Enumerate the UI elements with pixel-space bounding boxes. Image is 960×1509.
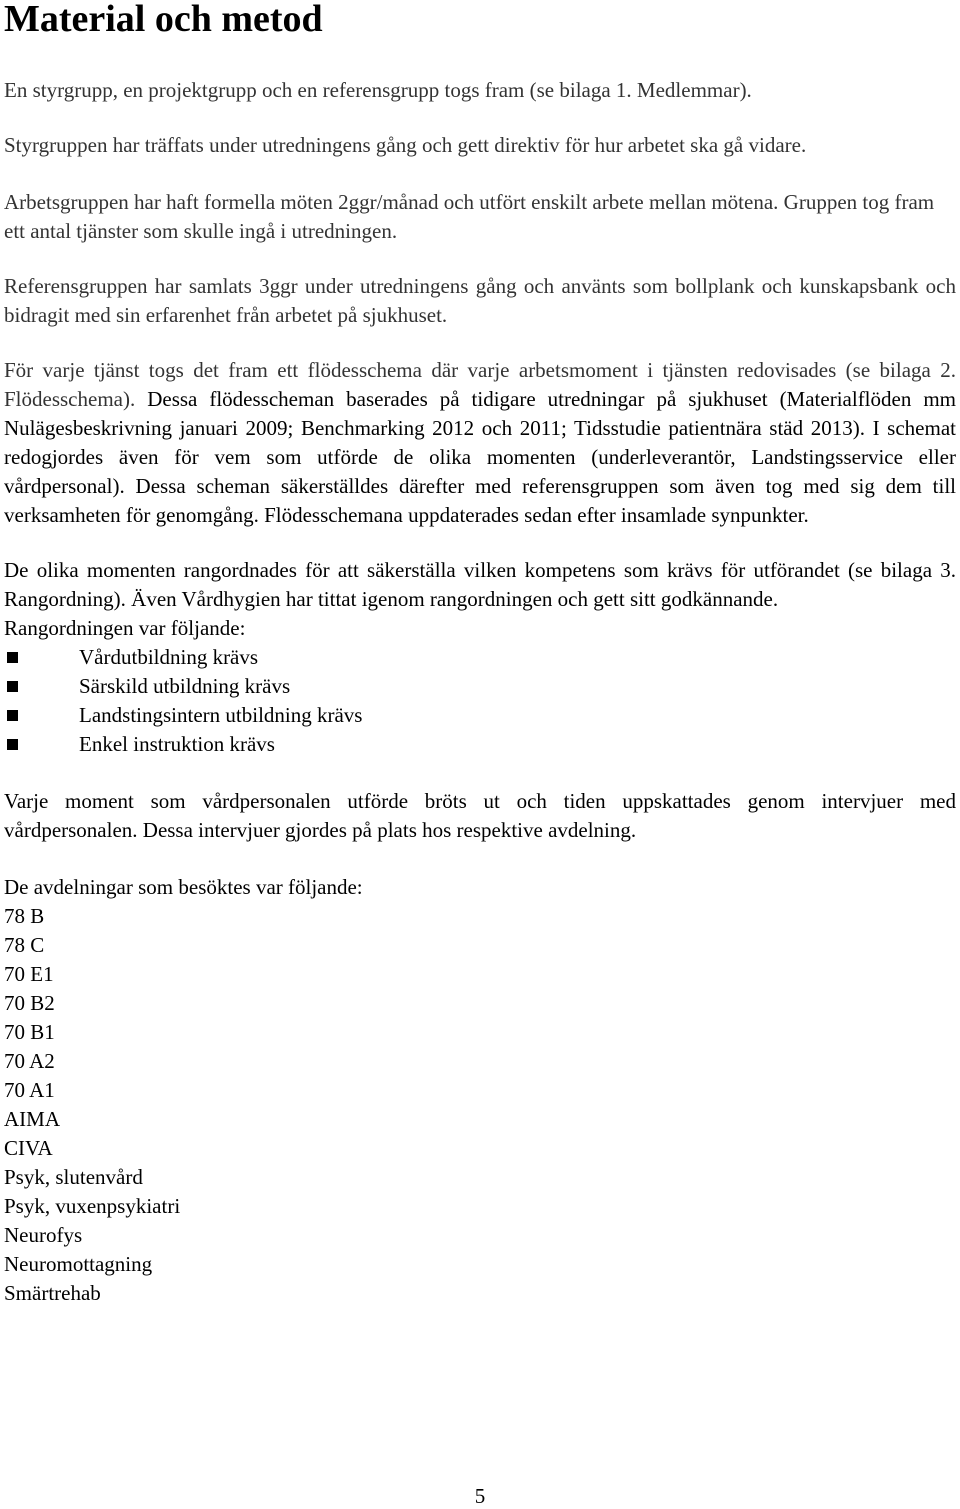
page-number: 5 xyxy=(474,1484,486,1508)
departments-list xyxy=(4,902,956,1308)
ranking-item-label: Särskild utbildning krävs xyxy=(79,674,291,698)
list-item: Psyk, vuxenpsykiatri xyxy=(4,1194,181,1218)
flowchart-text-black: Dessa flödesscheman baserades på tidigare utredningar på sjukhuset (Materialflöden mm Nulägesbeskrivning januari 2009; Benchmarking 2012 och 2011; Tidsstudie patientnära städ 2013). I schemat redogjordes även för vem som utförde de olika momenten (underleverantör, Landstingsservice eller vårdpersonal). Dessa scheman säkerställdes därefter med referensgruppen som även tog med sig dem till verksamheten för genomgång. Flödesschemana uppdaterades sedan efter insamlade synpunkter. xyxy=(4,387,956,527)
list-item: 70 A1 xyxy=(4,1078,55,1102)
list-item xyxy=(4,701,956,730)
list-item: Smärtrehab xyxy=(4,1281,101,1305)
paragraph-working-group: Arbetsgruppen har haft formella möten 2ggr/månad och utfört enskilt arbete mellan mötena. Gruppen tog fram ett antal tjänster som skulle ingå i utredningen. xyxy=(4,190,935,243)
list-item: Psyk, slutenvård xyxy=(4,1165,143,1189)
list-item xyxy=(4,643,956,672)
flowchart-text-gray: För varje tjänst togs det fram ett flödesschema där varje arbetsmoment i tjänsten redovisades (se bilaga 2. Flödesschema). xyxy=(4,358,956,411)
paragraph-groups: En styrgrupp, en projektgrupp och en referensgrupp togs fram (se bilaga 1. Medlemmar). xyxy=(4,78,752,102)
bullet-square-icon xyxy=(7,652,18,663)
section-heading: Material och metod xyxy=(4,0,323,40)
list-item: Neurofys xyxy=(4,1223,83,1247)
list-item: 70 B2 xyxy=(4,991,55,1015)
list-item: 78 C xyxy=(4,933,45,957)
paragraph-interviews: Varje moment som vårdpersonalen utförde bröts ut och tiden uppskattades genom intervjuer med vårdpersonalen. Dessa intervjuer gjordes på plats hos respektive avdelning. xyxy=(4,789,956,842)
paragraph-reference-group: Referensgruppen har samlats 3ggr under utredningens gång och använts som bollplank och kunskapsbank och bidragit med sin erfarenhet från arbetet på sjukhuset. xyxy=(4,274,956,327)
bullet-square-icon xyxy=(7,710,18,721)
list-item xyxy=(4,730,956,759)
bullet-square-icon xyxy=(7,681,18,692)
list-item xyxy=(4,672,956,701)
ranking-item-label: Vårdutbildning krävs xyxy=(79,645,259,669)
list-item: Neuromottagning xyxy=(4,1252,153,1276)
bullet-square-icon xyxy=(7,739,18,750)
paragraph-ranking: De olika momenten rangordnades för att säkerställa vilken kompetens som krävs för utförandet (se bilaga 3. Rangordning). Även Vårdhygien har tittat igenom rangordningen och gett sitt godkännande. xyxy=(4,558,956,611)
list-item: 70 A2 xyxy=(4,1049,55,1073)
list-item: AIMA xyxy=(4,1107,60,1131)
ranking-item-label: Enkel instruktion krävs xyxy=(79,732,275,756)
list-item: CIVA xyxy=(4,1136,53,1160)
paragraph-flowcharts xyxy=(4,356,956,530)
document-page xyxy=(4,0,956,1308)
paragraph-steering-group: Styrgruppen har träffats under utredningens gång och gett direktiv för hur arbetet ska gå vidare. xyxy=(4,133,807,157)
ranking-intro: Rangordningen var följande: xyxy=(4,616,246,640)
ranking-list xyxy=(4,643,956,759)
ranking-item-label: Landstingsintern utbildning krävs xyxy=(79,703,363,727)
list-item: 70 E1 xyxy=(4,962,54,986)
departments-intro: De avdelningar som besöktes var följande: xyxy=(4,875,363,899)
list-item: 78 B xyxy=(4,904,45,928)
list-item: 70 B1 xyxy=(4,1020,55,1044)
